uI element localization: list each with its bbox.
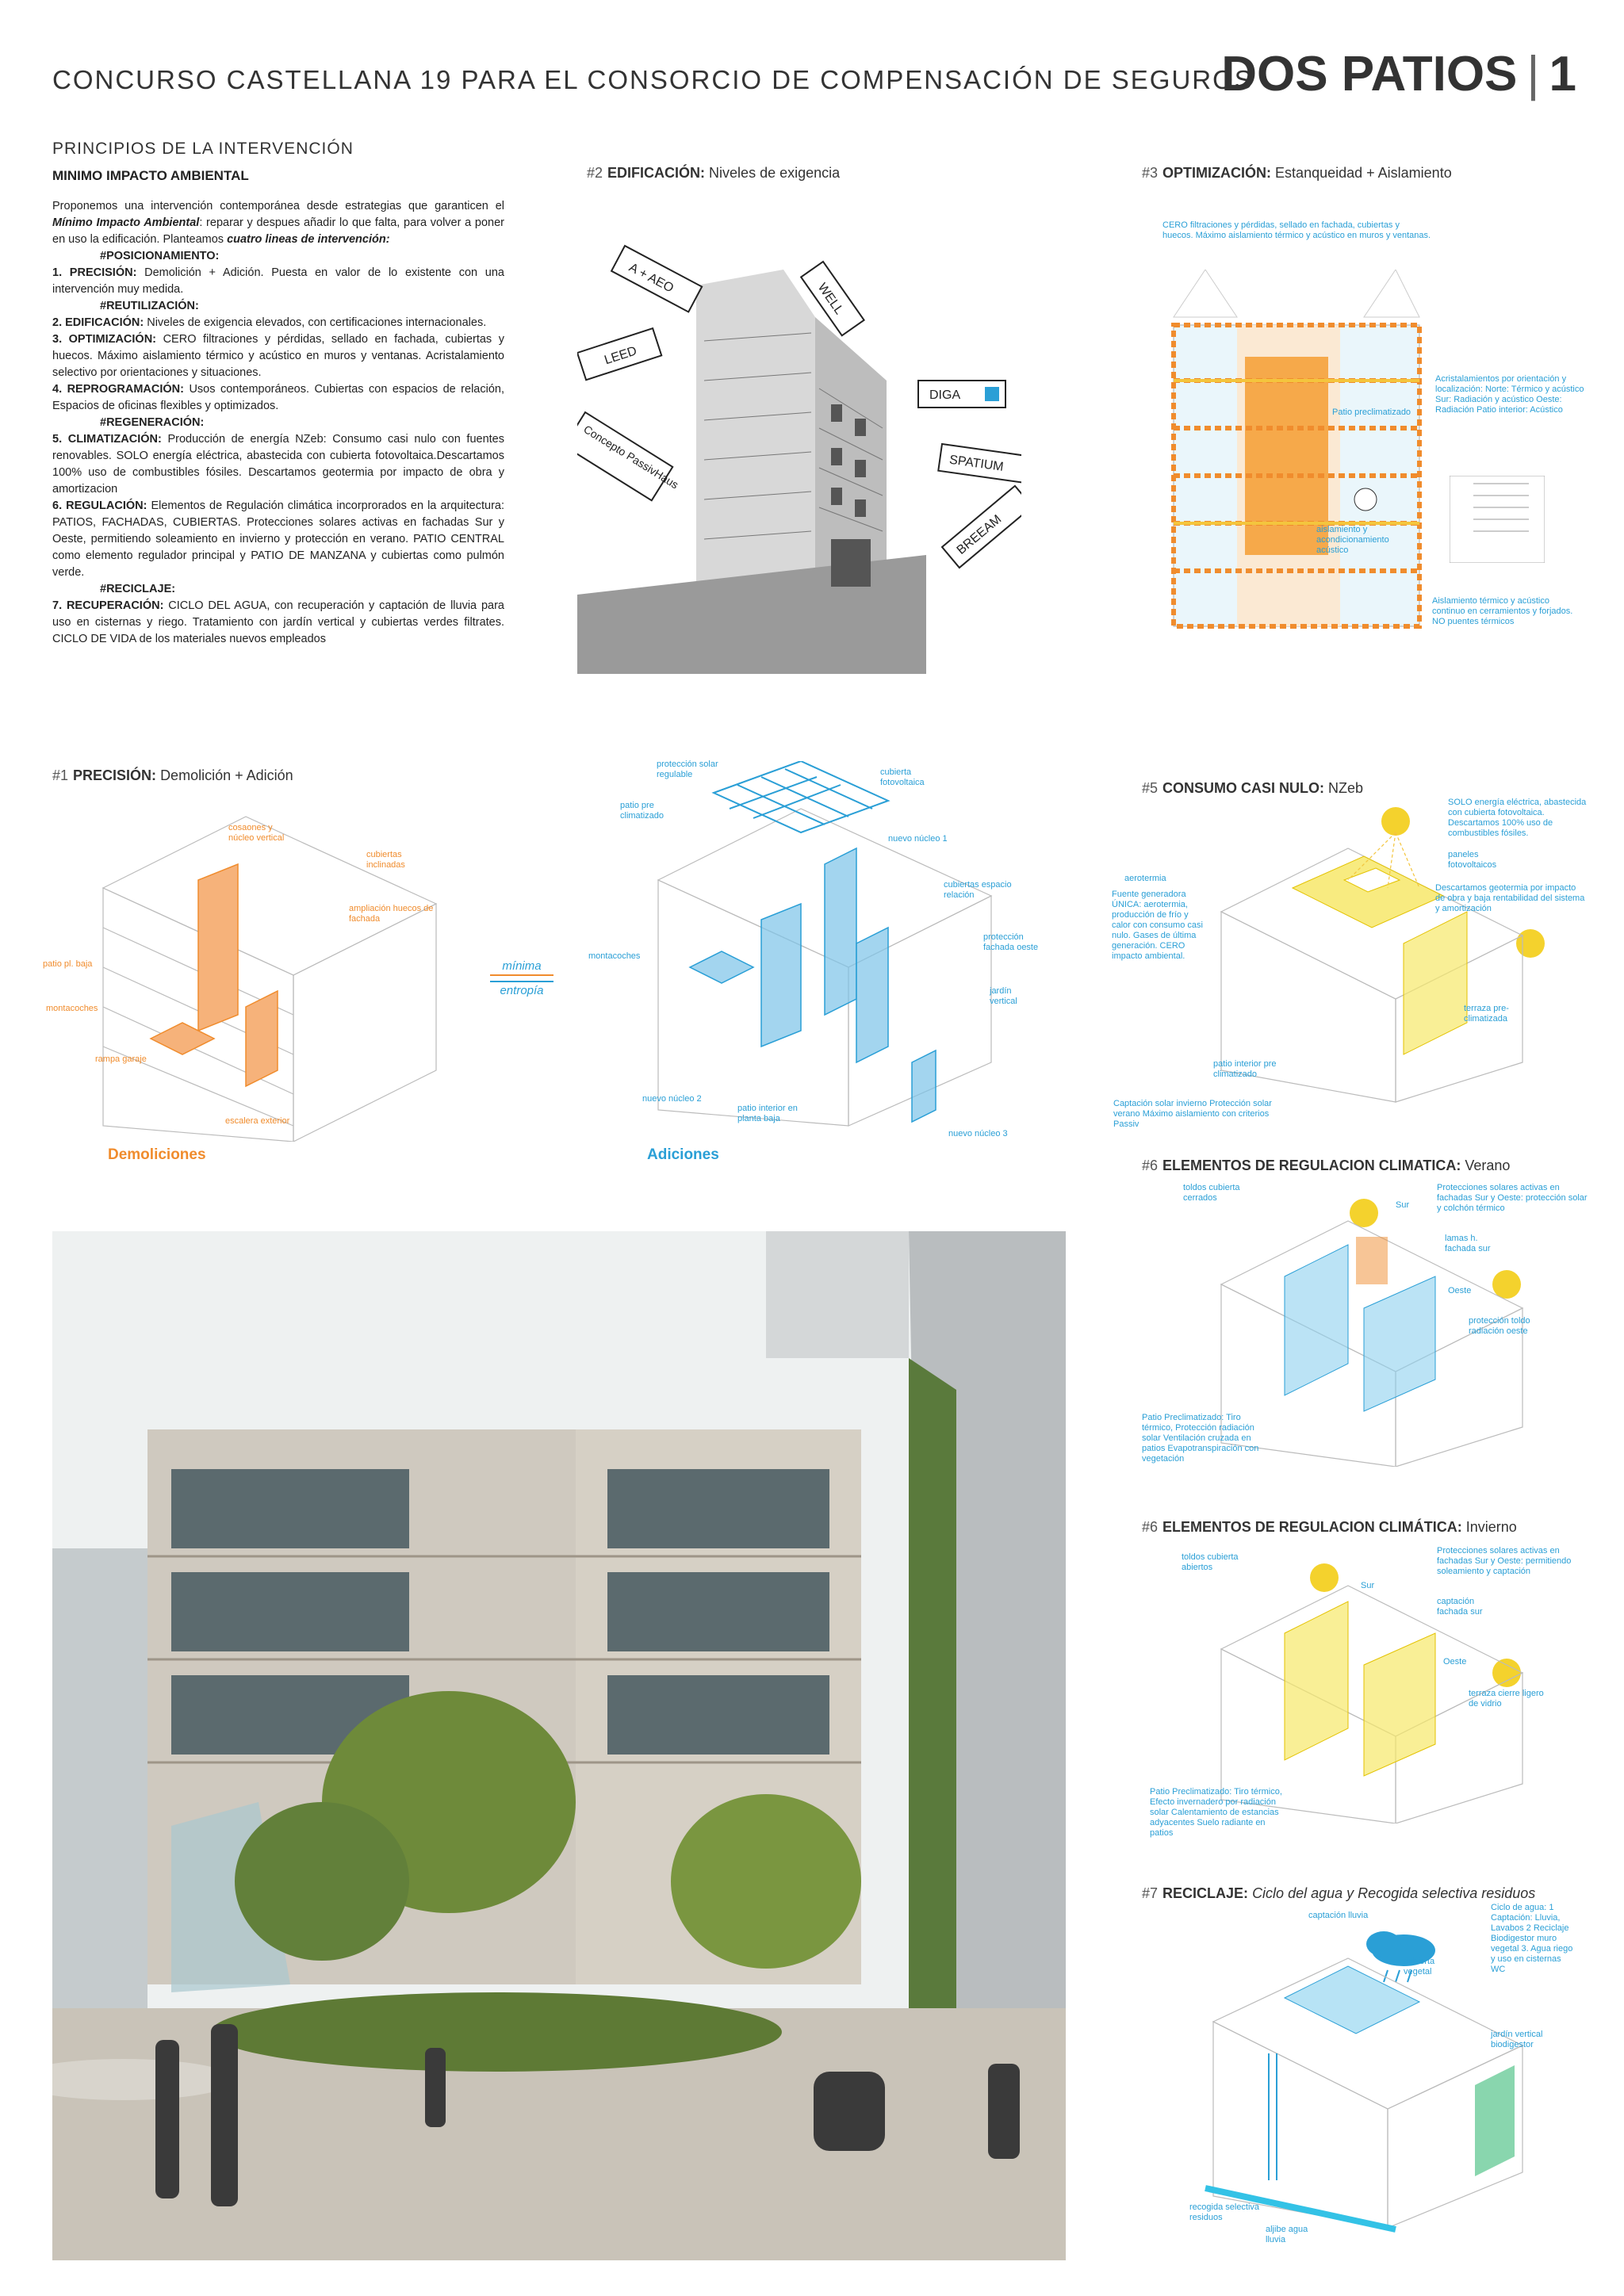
- s2-num: #2: [587, 165, 603, 181]
- s6b-protecciones: Protecciones solares activas en fachadas Sur y Oeste: permitiendo soleamiento y captación: [1437, 1546, 1572, 1576]
- s6b-oeste: Oeste: [1443, 1657, 1467, 1667]
- board-title: CONCURSO CASTELLANA 19 PARA EL CONSORCIO DE COMPENSACIÓN DE SEGUROS: [52, 65, 1254, 94]
- dem-label-nucleo: cosaones y núcleo vertical: [228, 823, 285, 843]
- s2-title-text: EDIFICACIÓN:: [607, 165, 706, 181]
- page-number: 1: [1549, 47, 1576, 101]
- item-text: Demolición + Adición. Puesta en valor de lo existente con una intervención muy medida.: [52, 266, 504, 296]
- s3-num: #3: [1142, 165, 1159, 181]
- intro-text: Proponemos una intervención contemporánea desde estrategias que garanticen el: [52, 200, 504, 212]
- s5-electric: SOLO energía eléctrica, abastecida con cubierta fotovoltaica. Descartamos 100% uso de combustibles fósiles.: [1448, 798, 1587, 838]
- intro-body: [52, 198, 504, 648]
- tag-passivhaus: Concepto PassivHaus: [581, 422, 681, 492]
- intro-subheading: MINIMO IMPACTO AMBIENTAL: [52, 168, 249, 183]
- demoliciones-label: Demoliciones: [108, 1146, 206, 1163]
- s3-title: [1142, 165, 1452, 182]
- s5-fuente: Fuente generadora ÚNICA: aerotermia, producción de frío y calor con consumo casi nulo. Gases de última generación. CERO impacto ambiental.: [1112, 890, 1203, 961]
- dem-label-cubiertas: cubiertas inclinadas: [366, 850, 405, 870]
- s5-captacion: Captación solar invierno Protección solar verano Máximo aislamiento con criterios Passiv: [1113, 1099, 1272, 1129]
- s6a-protecciones: Protecciones solares activas en fachadas Sur y Oeste: protección solar y colchón térmico: [1437, 1183, 1588, 1213]
- intro-text: : reparar y despues añadir lo que falta, para volver a poner en uso la edificación. Planteamos: [52, 216, 504, 246]
- s6a-oeste: Oeste: [1448, 1286, 1472, 1295]
- tag-spatium: SPATIUM: [948, 453, 1005, 474]
- project-name: DOS PATIOS: [1221, 47, 1518, 101]
- s2-cert-tags: [577, 214, 1021, 595]
- add-label-patio-interior: patio interior en planta baja: [737, 1104, 798, 1123]
- tag-regeneracion: #REGENERACIÓN:: [100, 416, 205, 429]
- tag-aeo: A + AEO: [626, 261, 676, 296]
- tag-reutilizacion: #REUTILIZACIÓN:: [100, 300, 199, 312]
- add-label-nucleo1: nuevo núcleo 1: [888, 834, 948, 844]
- s5-title: [1142, 780, 1363, 797]
- s6a-sur: Sur: [1396, 1200, 1410, 1210]
- tag-leed: LEED: [603, 344, 639, 368]
- s6a-lamas: lamas h. fachada sur: [1445, 1234, 1491, 1253]
- s6a-toldo-oeste: protección toldo radiación oeste: [1469, 1316, 1530, 1336]
- item-title: 1. PRECISIÓN:: [52, 266, 137, 279]
- item-text: Elementos de Regulación climática incorprorados en la arquitectura: PATIOS, FACHADAS, CUBIERTAS. Protecciones solares activas en fachadas Sur y Oeste, permitiendo soleamiento en invierno y protección en verano. PATIO CENTRAL como elemento regulador principal y PATIO DE MANZANA y cubiertas como pulmón verde.: [52, 499, 505, 579]
- s7-title: [1142, 1885, 1535, 1902]
- s7-cubierta: cubierta vegetal: [1404, 1957, 1435, 1976]
- s5-aerotermia: aerotermia: [1124, 874, 1166, 883]
- s6b-terraza: terraza cierre ligero de vidrio: [1469, 1689, 1544, 1709]
- item-title: 4. REPROGRAMACIÓN:: [52, 383, 184, 396]
- s1-subtitle: Demolición + Adición: [160, 767, 293, 783]
- dem-label-patio: patio pl. baja: [43, 959, 93, 969]
- dem-label-rampa: rampa garaje: [95, 1054, 147, 1064]
- s6b-title: [1142, 1519, 1517, 1536]
- s5-patio: patio interior pre climatizado: [1213, 1059, 1277, 1079]
- tag-diga: DIGA: [929, 388, 961, 402]
- s6b-patio: Patio Preclimatizado: Tiro térmico, Efecto invernadero por radiación solar Calentamiento de estancias adyacentes Suelo radiante en patios: [1150, 1787, 1282, 1838]
- tag-breeam: BREEAM: [954, 512, 1005, 557]
- item-text: CICLO DEL AGUA, con recuperación y captación de lluvia para uso en cisternas y riego. Tratamiento con jardín vertical y cubiertas verdes filtrates. CICLO DE VIDA de los materiales nuevos empleados: [52, 599, 504, 645]
- s7-subtitle: Ciclo del agua y Recogida selectiva residuos: [1252, 1885, 1536, 1901]
- s5-subtitle: NZeb: [1328, 780, 1364, 796]
- dem-label-escalera: escalera exterior: [225, 1116, 290, 1126]
- s6b-num: #6: [1142, 1519, 1159, 1535]
- s2-subtitle: Niveles de exigencia: [709, 165, 841, 181]
- s6a-title-text: ELEMENTOS DE REGULACION CLIMATICA:: [1162, 1158, 1461, 1173]
- sun-icon: [1350, 1199, 1378, 1227]
- intro-text-em: Mínimo Impacto Ambiental: [52, 216, 200, 229]
- entropia-text: entropía: [490, 981, 553, 997]
- s6b-captacion: captación fachada sur: [1437, 1597, 1483, 1617]
- tag-reciclaje: #RECICLAJE:: [100, 583, 176, 595]
- s6b-toldos: toldos cubierta abiertos: [1182, 1552, 1239, 1572]
- item-text: Niveles de exigencia elevados, con certificaciones internacionales.: [144, 316, 487, 329]
- entropy-label: [490, 959, 553, 997]
- courtyard-render: [52, 1231, 1066, 2260]
- item-title: 6. REGULACIÓN:: [52, 499, 147, 512]
- item-text: Usos contemporáneos. Cubiertas con espacios de relación, Espacios de oficinas flexibles y optimizados.: [52, 383, 504, 412]
- sun-icon: [1492, 1659, 1521, 1687]
- adiciones-label: Adiciones: [647, 1146, 719, 1163]
- add-label-nucleo3: nuevo núcleo 3: [948, 1129, 1008, 1138]
- s7-title-text: RECICLAJE:: [1162, 1885, 1249, 1901]
- s2-title: [587, 165, 840, 182]
- dem-label-montacoches: montacoches: [46, 1004, 98, 1013]
- s3-detail: [1450, 476, 1545, 563]
- tag-posicionamiento: #POSICIONAMIENTO:: [100, 250, 220, 262]
- s7-jardin: jardín vertical biodigestor: [1491, 2030, 1543, 2049]
- sun-icon: [1381, 807, 1410, 836]
- s7-ciclo: Ciclo de agua: 1 Captación: Lluvia, Lavabos 2 Reciclaje Biodigestor muro vegetal 3. Agua riego y uso en cisternas WC: [1491, 1903, 1573, 1974]
- item-title: 7. RECUPERACIÓN:: [52, 599, 164, 612]
- s5-num: #5: [1142, 780, 1159, 796]
- title-separator: |: [1526, 47, 1540, 101]
- item-title: 3. OPTIMIZACIÓN:: [52, 333, 157, 346]
- s6a-num: #6: [1142, 1158, 1159, 1173]
- add-label-cubiertas: cubiertas espacio relación: [944, 880, 1012, 900]
- sun-icon: [1516, 929, 1545, 958]
- s3-note-orientation: Acristalamientos por orientación y localización: Norte: Térmico y acústico Sur: Radiación y acústico Oeste: Radiación Patio interior: Acústico: [1435, 374, 1584, 415]
- s6a-title: [1142, 1158, 1510, 1174]
- add-label-cubierta-fv: cubierta fotovoltaica: [880, 767, 925, 787]
- s7-residuos: recogida selectiva residuos: [1189, 2202, 1260, 2222]
- item-text: Producción de energía NZeb: Consumo casi nulo con fuentes renovables. SOLO energía eléctrica, abastecida con cubierta fotovoltaica.Descartamos 100% uso de combustibles fósiles. Descartamos geotermia por impacto de obra y amortizacion: [52, 433, 504, 496]
- intro-text-em: cuatro lineas de intervención:: [227, 233, 390, 246]
- add-label-nucleo2: nuevo núcleo 2: [642, 1094, 702, 1104]
- s5-paneles: paneles fotovoltaicos: [1448, 850, 1497, 870]
- tag-well: WELL: [814, 281, 846, 317]
- s3-note-patio: Patio preclimatizado: [1332, 408, 1411, 417]
- s3-title-text: OPTIMIZACIÓN:: [1162, 165, 1272, 181]
- item-title: 2. EDIFICACIÓN:: [52, 316, 144, 329]
- s6b-subtitle: Invierno: [1465, 1519, 1517, 1535]
- add-label-oeste: protección fachada oeste: [983, 932, 1039, 952]
- add-label-montacoches: montacoches: [588, 951, 641, 961]
- s6b-title-text: ELEMENTOS DE REGULACION CLIMÁTICA:: [1162, 1519, 1462, 1535]
- item-text: CERO filtraciones y pérdidas, sellado en fachada, cubiertas y huecos. Máximo aislamiento térmico y acústico en muros y ventanas. Acristalamiento selectivo por orientaciones y situaciones.: [52, 333, 504, 379]
- dem-label-huecos: ampliación huecos de fachada: [349, 904, 434, 924]
- board-right-title: [1221, 46, 1576, 102]
- s5-title-text: CONSUMO CASI NULO:: [1162, 780, 1325, 796]
- s7-num: #7: [1142, 1885, 1159, 1901]
- s6b-sur: Sur: [1361, 1581, 1375, 1590]
- s3-note-continuous: Aislamiento térmico y acústico continuo en cerramientos y forjados. NO puentes térmicos: [1432, 596, 1573, 626]
- add-label-proteccion: protección solar regulable: [657, 760, 718, 779]
- s3-note-seal: CERO filtraciones y pérdidas, sellado en fachada, cubiertas y huecos. Máximo aislamiento térmico y acústico en muros y ventanas.: [1162, 220, 1431, 240]
- s5-geotermia: Descartamos geotermia por impacto de obra y baja rentabilidad del sistema y amortización: [1435, 883, 1585, 913]
- s7-aljibe: aljibe agua lluvia: [1266, 2225, 1308, 2244]
- add-label-patio: patio pre climatizado: [620, 801, 665, 821]
- s5-terraza: terraza pre-climatizada: [1464, 1004, 1509, 1024]
- s6a-patio: Patio Preclimatizado: Tiro térmico, Protección radiación solar Ventilación cruzada en patios Evapotranspiración con vegetación: [1142, 1413, 1259, 1464]
- s1-title: [52, 767, 293, 784]
- s6a-toldos: toldos cubierta cerrados: [1183, 1183, 1240, 1203]
- sun-icon: [1492, 1270, 1521, 1299]
- item-title: 5. CLIMATIZACIÓN:: [52, 433, 162, 446]
- intro-heading: PRINCIPIOS DE LA INTERVENCIÓN: [52, 140, 354, 158]
- s3-section-diagram: [1158, 270, 1427, 642]
- minima-text: mínima: [490, 959, 553, 976]
- s6a-subtitle: Verano: [1465, 1158, 1511, 1173]
- s1-title-text: PRECISIÓN:: [73, 767, 157, 783]
- s3-subtitle: Estanqueidad + Aislamiento: [1275, 165, 1452, 181]
- sun-icon: [1310, 1563, 1339, 1592]
- s3-note-acoustic: aislamiento y acondicionamiento acústico: [1316, 525, 1389, 555]
- s1-num: #1: [52, 767, 69, 783]
- add-label-jardin: jardín vertical: [990, 986, 1017, 1006]
- s7-captacion: captación lluvia: [1308, 1911, 1369, 1920]
